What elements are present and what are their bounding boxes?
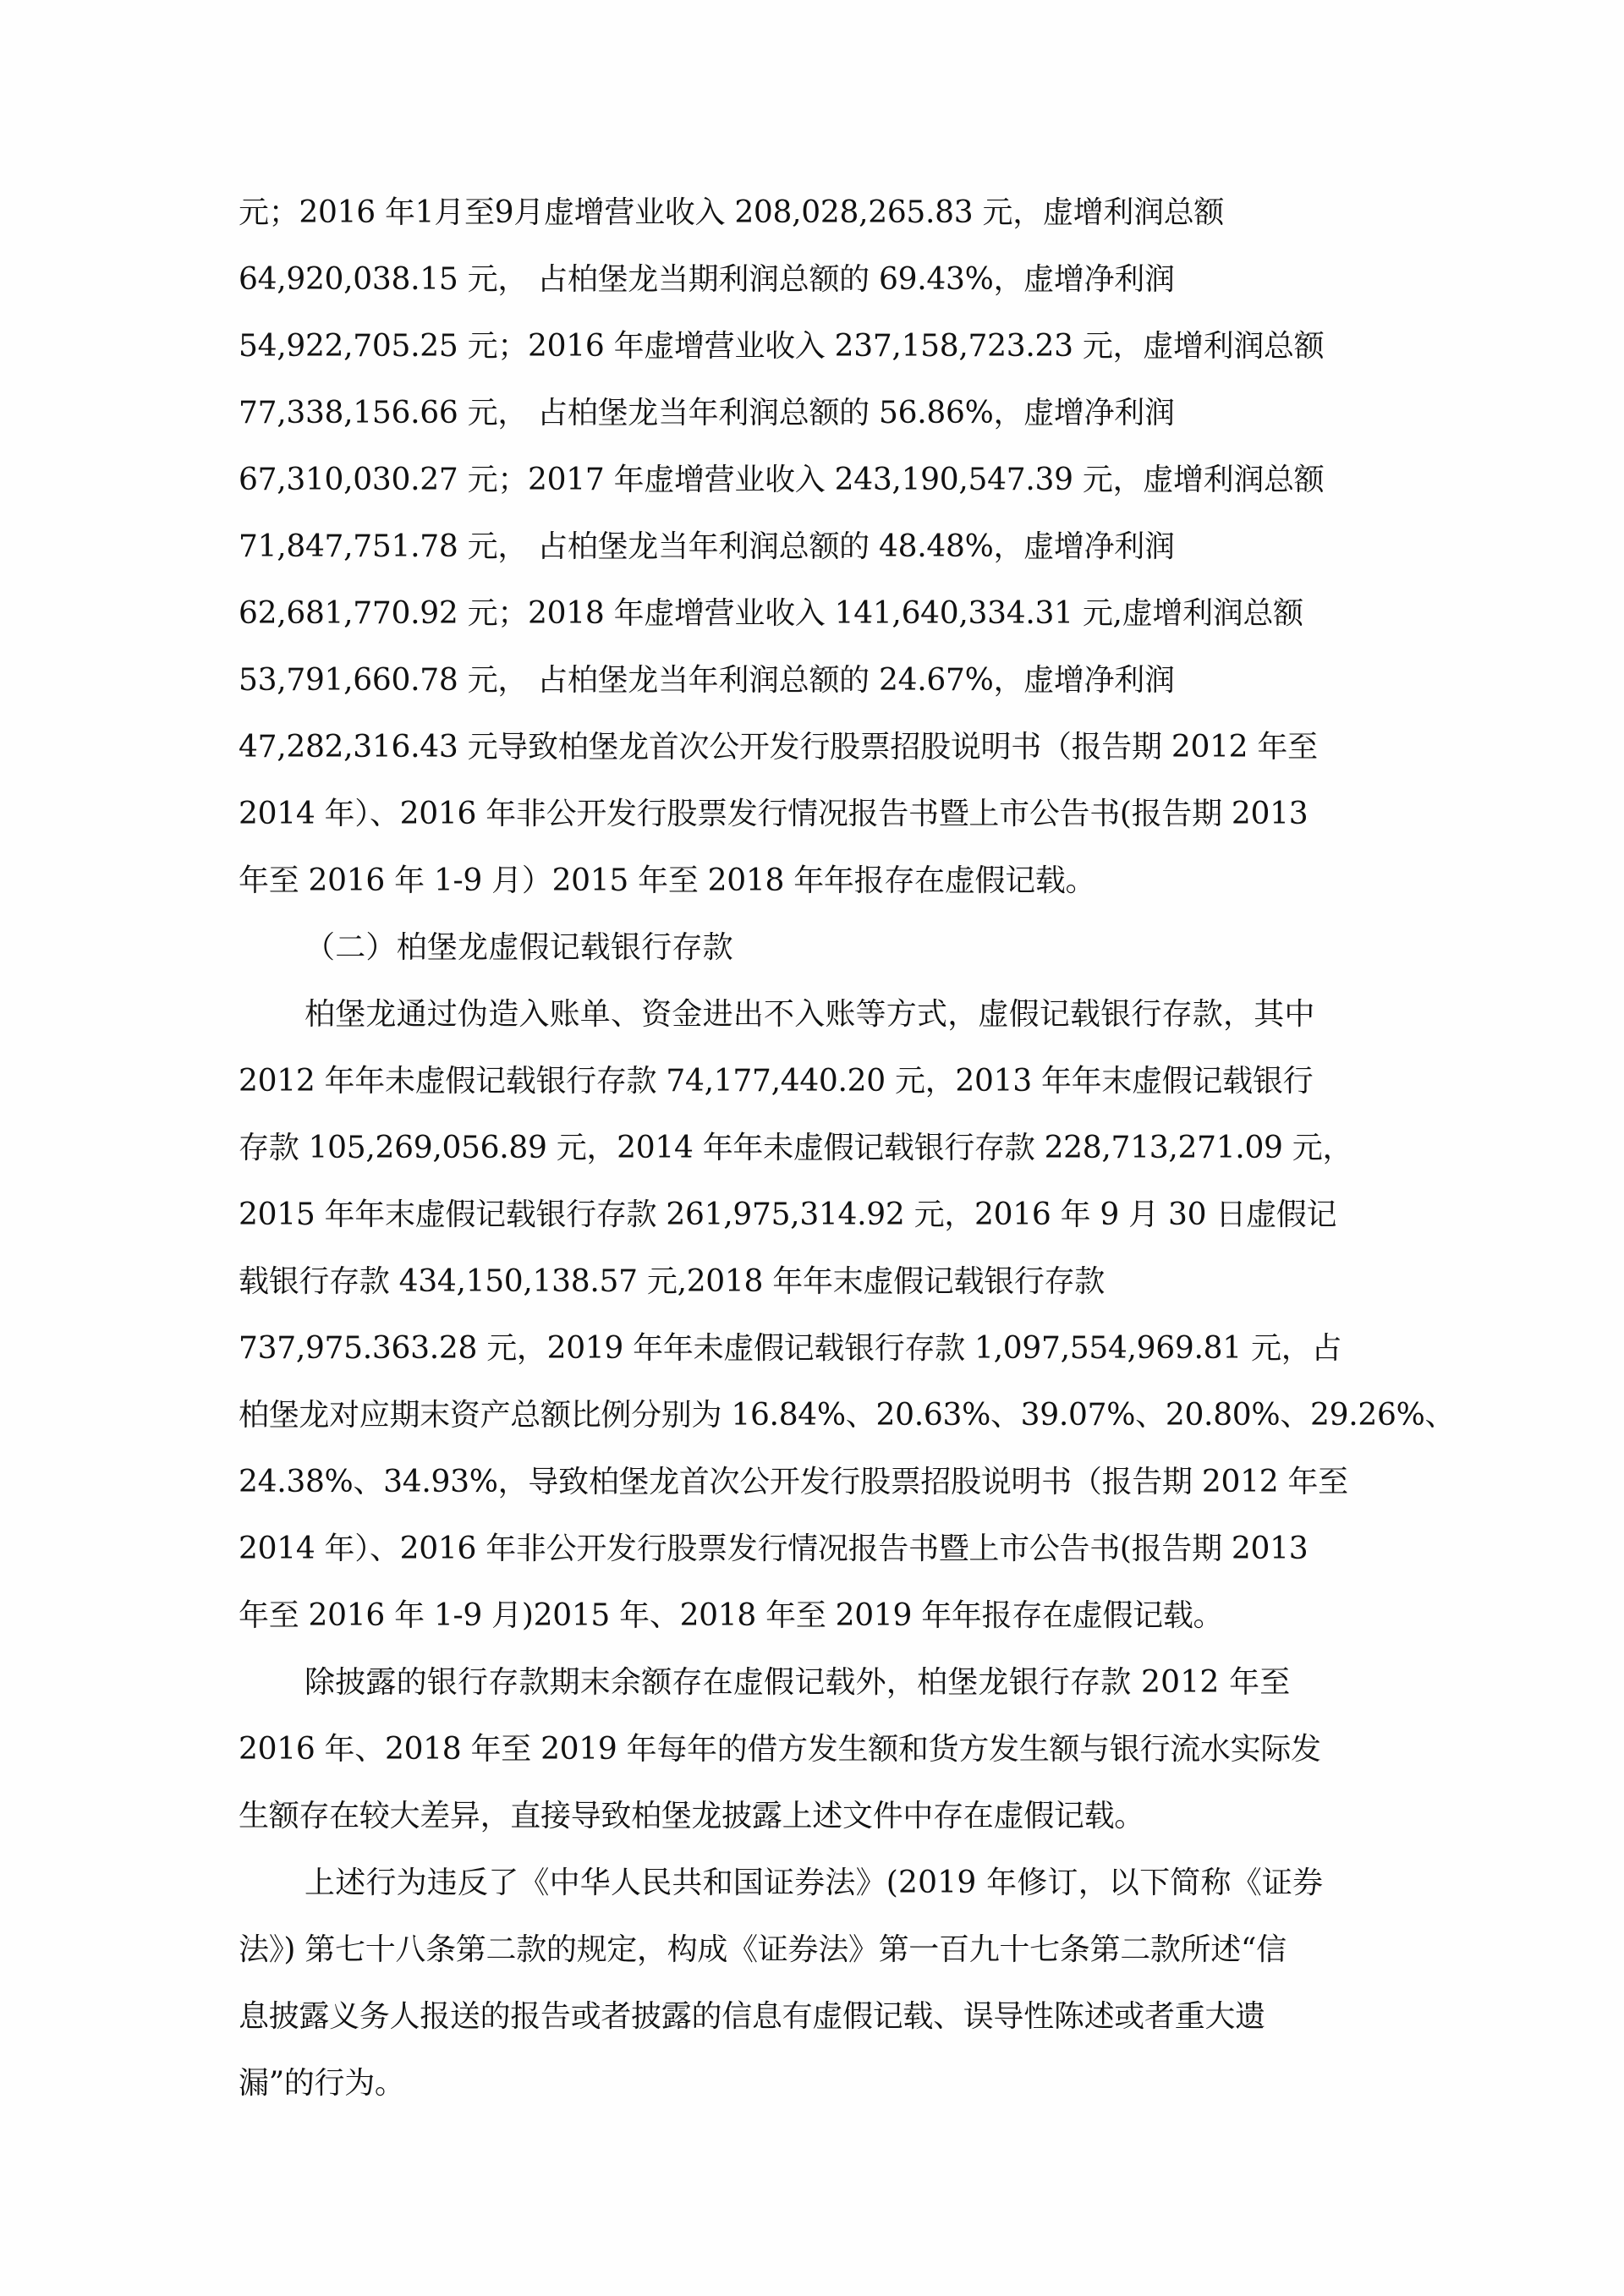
- paragraph-line: 737,975.363.28 元，2019 年年未虚假记载银行存款 1,097,554,969.81 元，占: [239, 1331, 1342, 1366]
- paragraph-line: 柏堡龙通过伪造入账单、资金进出不入账等方式，虚假记载银行存款，其中: [304, 997, 1315, 1032]
- paragraph-line: 年至 2016 年 1-9 月）2015 年至 2018 年年报存在虚假记载。: [239, 863, 1096, 898]
- paragraph-line: 存款 105,269,056.89 元，2014 年年未虚假记载银行存款 228,713,271.09 元，: [239, 1131, 1353, 1165]
- paragraph-line: 62,681,770.92 元；2018 年虚增营业收入 141,640,334.31 元,虚增利润总额: [239, 596, 1303, 631]
- paragraph-line: 法》) 第七十八条第二款的规定，构成《证券法》第一百九十七条第二款所述“信: [239, 1932, 1287, 1967]
- paragraph-line: 24.38%、34.93%，导致柏堡龙首次公开发行股票招股说明书（报告期 2012 年至: [239, 1465, 1348, 1499]
- section-heading-2: （二）柏堡龙虚假记载银行存款: [304, 930, 733, 965]
- paragraph-line: 67,310,030.27 元；2017 年虚增营业收入 243,190,547.39 元，虚增利润总额: [239, 463, 1325, 497]
- paragraph-line: 54,922,705.25 元；2016 年虚增营业收入 237,158,723.23 元，虚增利润总额: [239, 329, 1325, 364]
- paragraph-line: 2014 年）、2016 年非公开发行股票发行情况报告书暨上市公告书(报告期 2013: [239, 797, 1309, 831]
- paragraph-line: 柏堡龙对应期末资产总额比例分别为 16.84%、20.63%、39.07%、20.80%、29.26%、: [239, 1398, 1456, 1433]
- paragraph-line: 年至 2016 年 1-9 月)2015 年、2018 年至 2019 年年报存在虚假记载。: [239, 1598, 1224, 1633]
- paragraph-line: 64,920,038.15 元， 占柏堡龙当期利润总额的 69.43%，虚增净利润: [239, 262, 1175, 297]
- paragraph-line: 载银行存款 434,150,138.57 元,2018 年年末虚假记载银行存款: [239, 1264, 1105, 1299]
- paragraph-line: 2012 年年未虚假记载银行存款 74,177,440.20 元，2013 年年末虚假记载银行: [239, 1064, 1314, 1099]
- paragraph-line: 漏”的行为。: [239, 2066, 405, 2101]
- paragraph-line: 53,791,660.78 元， 占柏堡龙当年利润总额的 24.67%，虚增净利润: [239, 663, 1175, 698]
- paragraph-line: 2014 年）、2016 年非公开发行股票发行情况报告书暨上市公告书(报告期 2013: [239, 1532, 1309, 1566]
- paragraph-line: 47,282,316.43 元导致柏堡龙首次公开发行股票招股说明书（报告期 2012 年至: [239, 730, 1318, 764]
- paragraph-line: 生额存在较大差异，直接导致柏堡龙披露上述文件中存在虚假记载。: [239, 1799, 1145, 1833]
- paragraph-line: 77,338,156.66 元， 占柏堡龙当年利润总额的 56.86%，虚增净利润: [239, 396, 1175, 430]
- paragraph-line: 2015 年年末虚假记载银行存款 261,975,314.92 元，2016 年 9 月 30 日虚假记: [239, 1197, 1337, 1232]
- paragraph-line: 元；2016 年1月至9月虚增营业收入 208,028,265.83 元，虚增利润总额: [239, 195, 1225, 230]
- paragraph-line: 71,847,751.78 元， 占柏堡龙当年利润总额的 48.48%，虚增净利润: [239, 529, 1175, 564]
- document-text-column: [239, 179, 1456, 2117]
- paragraph-line: 息披露义务人报送的报告或者披露的信息有虚假记载、误导性陈述或者重大遗: [239, 1999, 1265, 2034]
- paragraph-line: 上述行为违反了《中华人民共和国证券法》(2019 年修订，以下简称《证券: [304, 1866, 1324, 1900]
- paragraph-line: 2016 年、2018 年至 2019 年每年的借方发生额和货方发生额与银行流水实际发: [239, 1732, 1321, 1767]
- paragraph-line: 除披露的银行存款期末余额存在虚假记载外，柏堡龙银行存款 2012 年至: [304, 1665, 1291, 1700]
